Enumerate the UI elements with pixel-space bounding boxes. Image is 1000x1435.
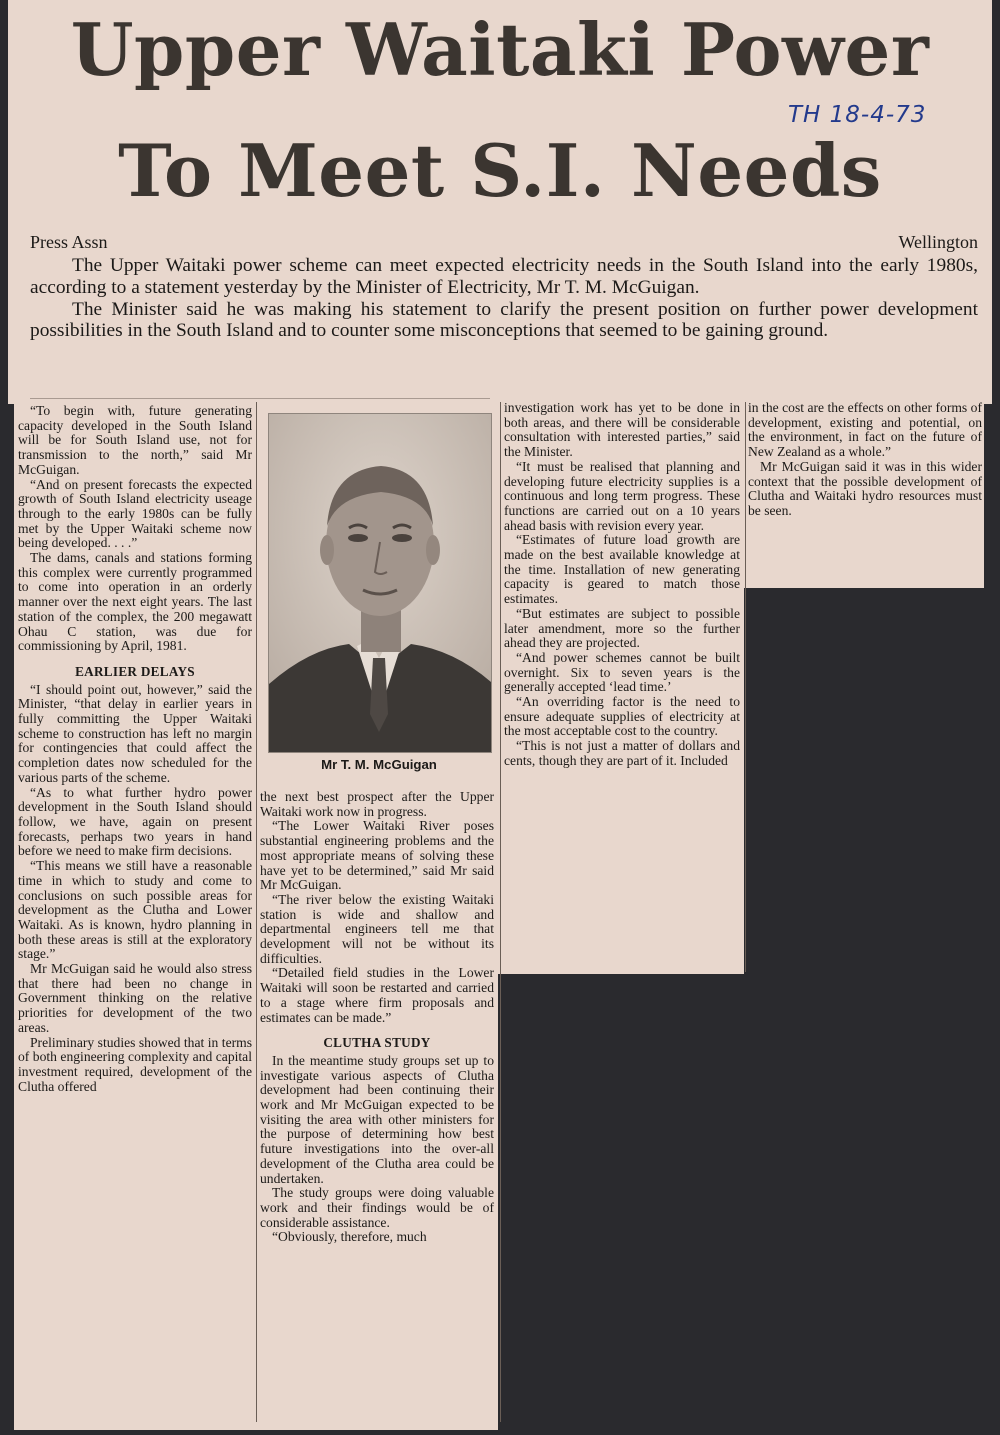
lead-paragraph: The Minister said he was making his statement to clarify the present position on further power development possibilities in the South Island and to counter some misconceptions that seemed to be gaining ground. xyxy=(30,298,978,342)
paragraph: In the meantime study groups set up to investigate various aspects of Clutha development had been continuing their work and Mr McGuigan expected to be visiting the area with other ministers for the purpose of determining how best future investigations into the over-all development of the Clutha area could be undertaken. xyxy=(260,1052,494,1186)
paragraph: The dams, canals and stations forming this complex were currently programmed to come into operation in an orderly manner over the next eight years. The last station of the complex, the 200 megawatt Ohau C station, was due for commissioning by April, 1981. xyxy=(18,550,252,654)
paragraph: Mr McGuigan said it was in this wider context that the possible development of Clutha and Waitaki hydro resources must be seen. xyxy=(748,458,982,518)
portrait-photo xyxy=(268,413,492,753)
paragraph: “The river below the existing Waitaki station is wide and shallow and departmental engineers tell me that development will not be without its difficulties. xyxy=(260,891,494,966)
headline-line-2: To Meet S.I. Needs xyxy=(118,128,882,213)
article-column-2 xyxy=(260,790,494,1245)
lead-paragraph: The Upper Waitaki power scheme can meet expected electricity needs in the South Island into the early 1980s, according to a statement yesterday by the Minister of Electricity, Mr T. M. McGuigan. xyxy=(30,255,978,298)
paragraph: Mr McGuigan said he would also stress that there had been no change in Government thinking on the relative priorities for development of the two areas. xyxy=(18,961,252,1035)
headline-line-1: Upper Waitaki Power xyxy=(70,7,930,92)
subheading: CLUTHA STUDY xyxy=(323,1035,431,1051)
dateline-source: Press Assn xyxy=(30,232,108,252)
paragraph: the next best prospect after the Upper Waitaki work now in progress. xyxy=(260,789,494,819)
paragraph: “I should point out, however,” said the Minister, “that delay in earlier years in fully committing the Upper Waitaki scheme to construction has left no margin for contingencies that could affect the completion dates now scheduled for the various parts of the scheme. xyxy=(18,681,252,785)
paragraph: “An overriding factor is the need to ensure adequate supplies of electricity at the most acceptable cost to the country. xyxy=(504,694,740,739)
paragraph: Preliminary studies showed that in terms of both engineering complexity and capital investment required, development of the Clutha offered xyxy=(18,1034,252,1094)
paragraph: “This means we still have a reasonable time in which to study and come to conclusions on such possible areas for development as the Clutha and Lower Waitaki. As is known, hydro planning in both these areas is still at the exploratory stage.” xyxy=(18,858,252,962)
paragraph: “The Lower Waitaki River poses substantial engineering problems and the most appropriate means of solving these have yet to be determined,” said Mr said Mr McGuigan. xyxy=(260,818,494,893)
article-column-3 xyxy=(504,401,740,769)
paragraph: “To begin with, future generating capacity developed in the South Island will be for South Island use, not for transmission to the north,” said Mr McGuigan. xyxy=(18,403,252,477)
portrait-illustration xyxy=(269,414,491,752)
paragraph: “And on present forecasts the expected growth of South Island electricity useage through to the early 1980s can be fully met by the Upper Waitaki scheme now being developed. . . .” xyxy=(18,476,252,551)
lead-paragraphs xyxy=(30,255,978,342)
paragraph: in the cost are the effects on other forms of development, existing and potential, on the environment, in fact on the future of New Zealand as a whole.” xyxy=(748,400,982,460)
paragraph: “This is not just a matter of dollars and cents, though they are part of it. Included xyxy=(504,738,740,768)
photo-caption: Mr T. M. McGuigan xyxy=(321,757,437,772)
handwritten-date-note: TH 18-4-73 xyxy=(788,102,927,128)
paragraph: “But estimates are subject to possible later amendment, more so the further ahead they are projected. xyxy=(504,605,740,651)
paragraph: “It must be realised that planning and developing future electricity supplies is a continuous and long term progress. These functions are carried out on a 10 years ahead basis with revision every year. xyxy=(504,458,740,533)
column-divider xyxy=(500,402,501,1422)
subheading: EARLIER DELAYS xyxy=(75,663,195,679)
paragraph: investigation work has yet to be done in both areas, and there will be considerable consultation with interested parties,” said the Minister. xyxy=(504,400,740,460)
paragraph: “Obviously, therefore, much xyxy=(272,1229,427,1245)
paragraph: The study groups were doing valuable work and their findings would be of considerable assistance. xyxy=(260,1185,494,1230)
paragraph: “As to what further hydro power development in the South Island should follow, we have, again on present forecasts, perhaps two years in hand before we need to make firm decisions. xyxy=(18,784,252,859)
paragraph: “And power schemes cannot be built overnight. Six to seven years is the generally accepted ‘lead time.’ xyxy=(504,649,740,695)
dateline-place: Wellington xyxy=(898,232,978,252)
article-column-4 xyxy=(748,401,982,519)
article-column-1 xyxy=(18,404,252,1094)
divider xyxy=(30,398,490,399)
column-divider xyxy=(745,402,746,972)
paragraph: “Estimates of future load growth are made on the best available knowledge at the time. Installation of new generating capacity is geared to match those estimates. xyxy=(504,532,740,607)
column-divider xyxy=(256,402,257,1422)
paragraph: “Detailed field studies in the Lower Waitaki will soon be restarted and carried to a stage where firm proposals and estimates can be made.” xyxy=(260,965,494,1025)
